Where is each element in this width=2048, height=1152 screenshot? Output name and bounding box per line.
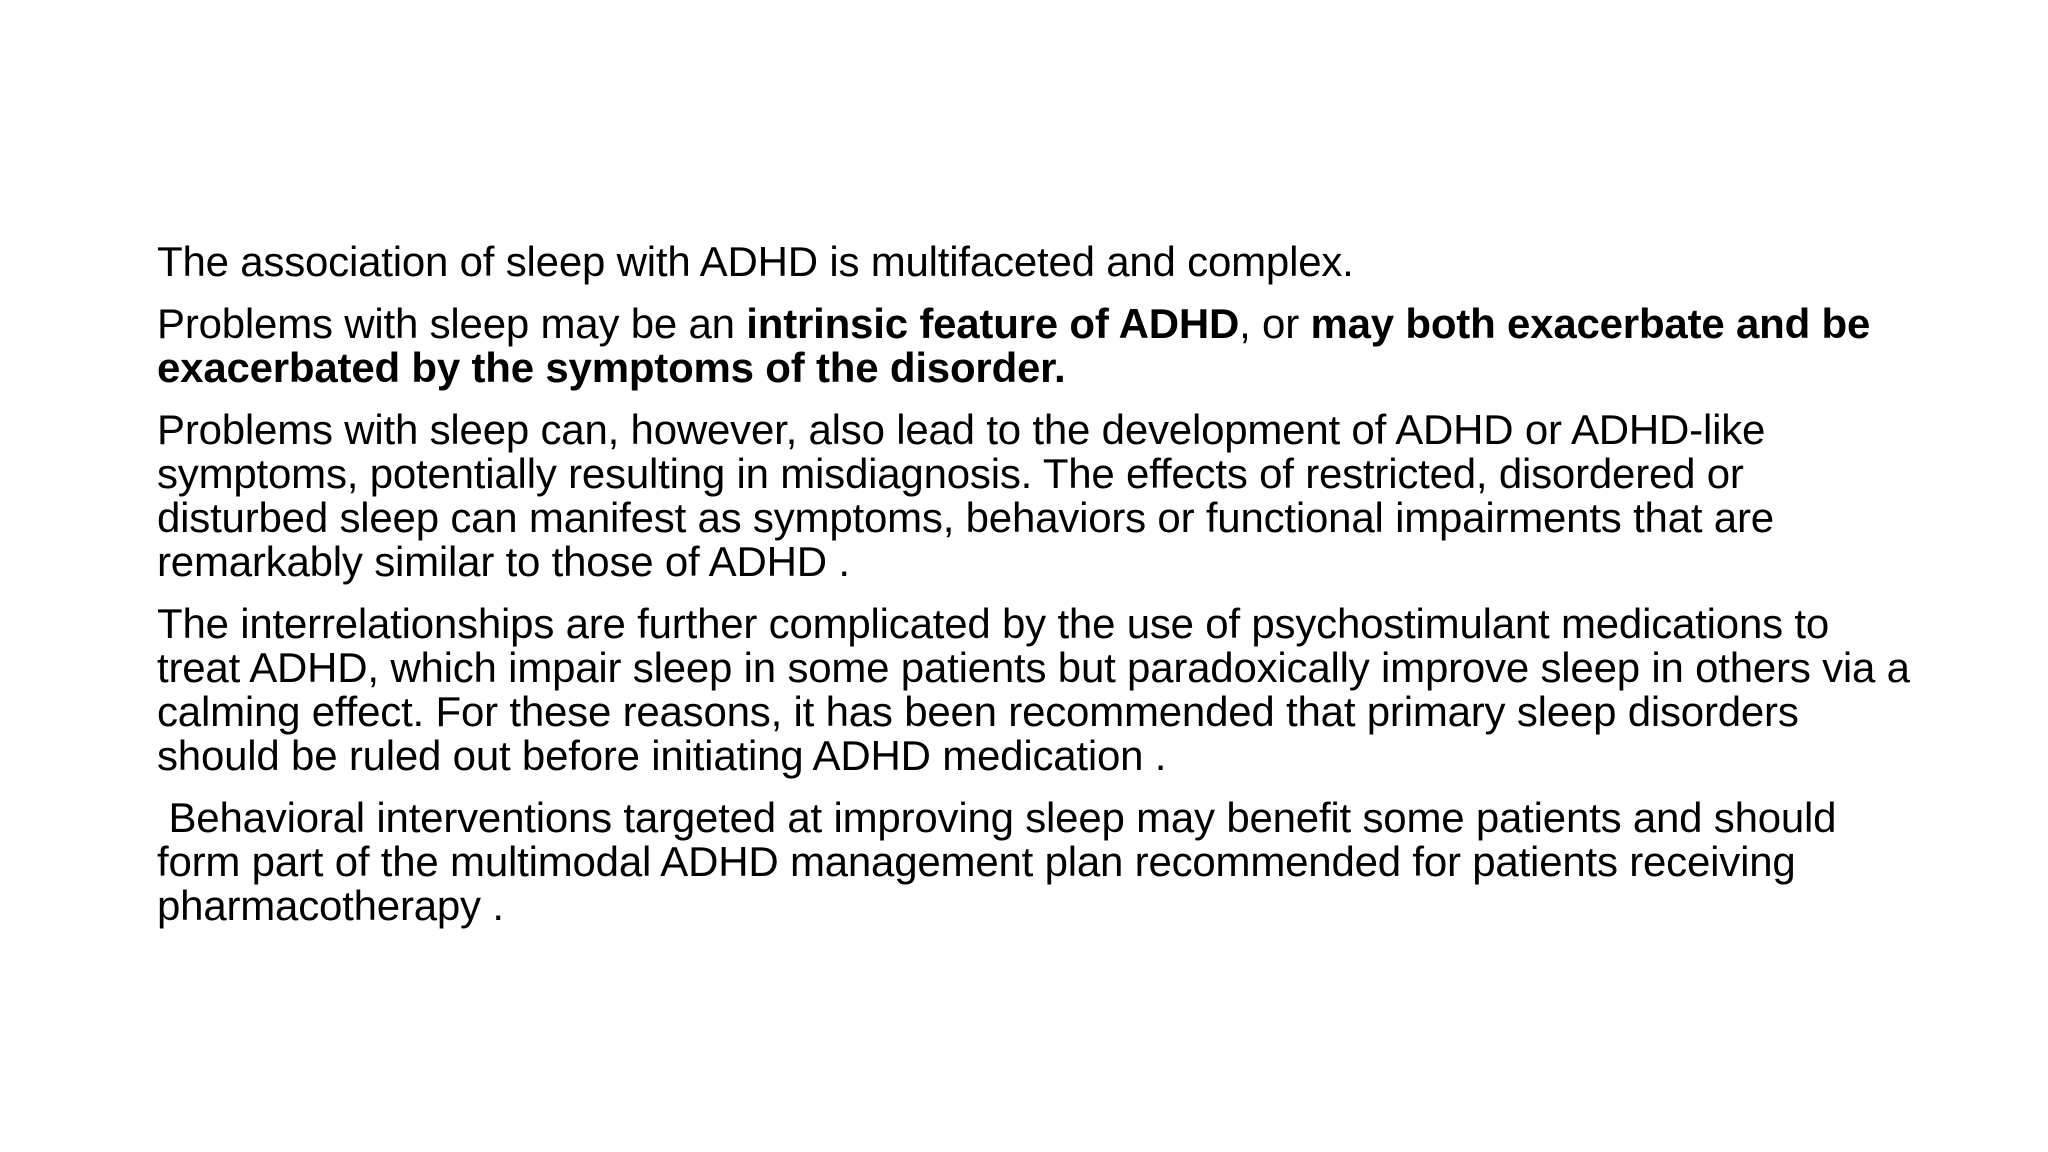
paragraph-3-text: Problems with sleep can, however, also lead to the development of ADHD or ADHD-like symptoms, potentially resulting in misdiagnosis. The effects of restricted, disordered or disturbed sleep can manifest as symptoms, behaviors or functional impairments that are remarkably similar to those of ADHD . xyxy=(157,406,1774,585)
paragraph-2-bold-b: may both exacerbate and be exacerbated by the symptoms of the disorder. xyxy=(157,300,1871,391)
paragraph-3 xyxy=(157,408,1917,584)
paragraph-2 xyxy=(157,302,1917,390)
paragraph-5 xyxy=(157,796,1917,928)
slide-body-text xyxy=(157,240,1917,946)
paragraph-4-text: The interrelationships are further complicated by the use of psychostimulant medications to treat ADHD, which impair sleep in some patients but paradoxically improve sleep in others via a calming effect. For these reasons, it has been recommended that primary sleep disorders should be ruled out before initiating ADHD medication . xyxy=(157,600,1910,779)
paragraph-1-text: The association of sleep with ADHD is multifaceted and complex. xyxy=(157,238,1354,285)
paragraph-1 xyxy=(157,240,1917,284)
paragraph-5-text: Behavioral interventions targeted at improving sleep may benefit some patients and should form part of the multimodal ADHD management plan recommended for patients receiving pharmacotherapy . xyxy=(157,794,1848,929)
paragraph-2-text-a: Problems with sleep may be an xyxy=(157,300,747,347)
paragraph-4 xyxy=(157,602,1917,778)
paragraph-2-bold-a: intrinsic feature of ADHD xyxy=(746,300,1240,347)
paragraph-2-text-b: , or xyxy=(1239,300,1311,347)
